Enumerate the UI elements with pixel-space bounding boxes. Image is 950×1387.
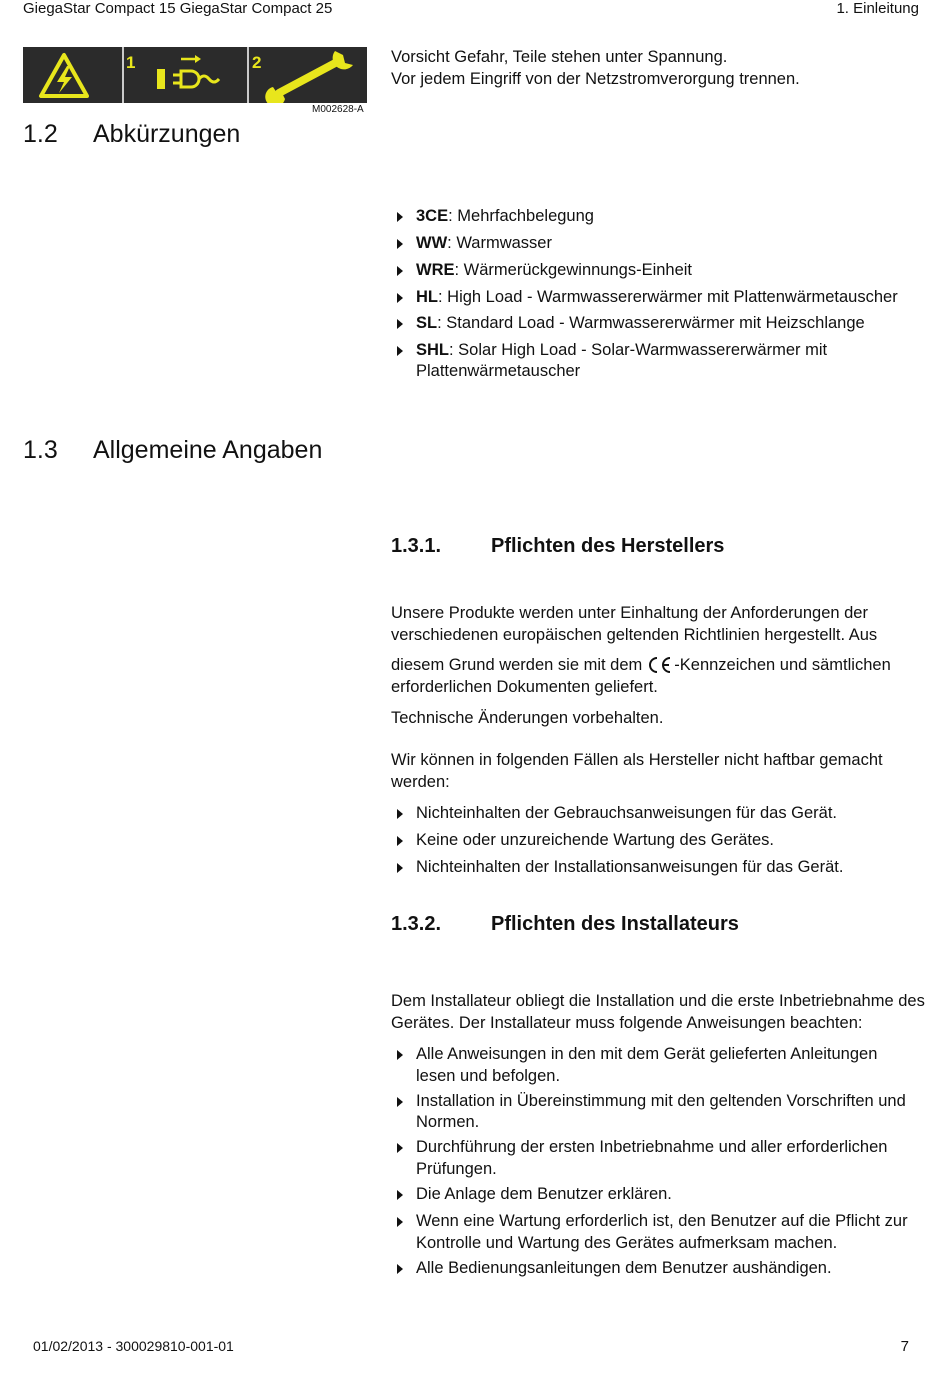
list-item bbox=[391, 287, 931, 309]
figure-code: M002628-A bbox=[312, 104, 364, 115]
abbr-definition: : Warmwasser bbox=[447, 234, 552, 252]
manufacturer-paragraph-2 bbox=[391, 655, 931, 698]
subsection-title: Pflichten des Installateurs bbox=[491, 913, 739, 935]
footer-doc-reference: 01/02/2013 - 300029810-001-01 bbox=[33, 1338, 234, 1354]
step-1-label: 1 bbox=[126, 53, 136, 72]
bullet-arrow-icon bbox=[397, 1143, 403, 1153]
list-item-text: Die Anlage dem Benutzer erklären. bbox=[416, 1185, 672, 1203]
abbr-definition: : Mehrfachbelegung bbox=[448, 207, 594, 225]
abbr-term: WRE bbox=[416, 261, 455, 279]
list-item bbox=[391, 313, 931, 335]
installer-duties-list bbox=[391, 1044, 911, 1279]
warning-pictogram-graphic bbox=[23, 47, 367, 103]
high-voltage-icon bbox=[41, 55, 87, 96]
subsection-number: 1.3.2. bbox=[391, 913, 442, 935]
bullet-arrow-icon bbox=[397, 1050, 403, 1060]
list-item bbox=[391, 260, 931, 282]
subsection-title: Pflichten des Herstellers bbox=[491, 535, 725, 557]
warning-line-1: Vorsicht Gefahr, Teile stehen unter Spannung. bbox=[391, 48, 728, 66]
bullet-arrow-icon bbox=[397, 266, 403, 276]
bullet-arrow-icon bbox=[397, 1217, 403, 1227]
abbr-term: SHL bbox=[416, 340, 449, 359]
bullet-arrow-icon bbox=[397, 836, 403, 846]
running-header-title: GiegaStar Compact 15 GiegaStar Compact 25 bbox=[23, 0, 333, 17]
abbr-term: SL bbox=[416, 313, 438, 332]
list-item bbox=[391, 233, 931, 255]
abbr-definition: : High Load - Warmwassererwärmer mit Plattenwärmetauscher bbox=[438, 288, 898, 306]
subsection-number: 1.3.1. bbox=[391, 535, 442, 557]
bullet-arrow-icon bbox=[397, 346, 403, 356]
section-number: 1.3 bbox=[23, 436, 58, 464]
list-item bbox=[391, 830, 931, 852]
list-item bbox=[391, 1184, 911, 1206]
bullet-arrow-icon bbox=[397, 212, 403, 222]
step-2-label: 2 bbox=[252, 53, 262, 72]
list-item bbox=[391, 1137, 911, 1180]
wrench-icon bbox=[265, 51, 353, 103]
warning-text bbox=[391, 47, 931, 90]
list-item bbox=[391, 206, 931, 228]
liability-exclusions-list bbox=[391, 803, 931, 879]
page-number: 7 bbox=[900, 1338, 909, 1355]
paragraph-text: diesem Grund werden sie mit dem bbox=[391, 656, 643, 674]
section-title: Allgemeine Angaben bbox=[93, 436, 323, 464]
manufacturer-paragraph-4: Wir können in folgenden Fällen als Hersteller nicht haftbar gemacht werden: bbox=[391, 751, 883, 791]
list-item bbox=[391, 1091, 911, 1134]
manufacturer-paragraph-3: Technische Änderungen vorbehalten. bbox=[391, 709, 664, 727]
bullet-arrow-icon bbox=[397, 1097, 403, 1107]
list-item bbox=[391, 1044, 911, 1087]
abbreviations-list bbox=[391, 206, 931, 383]
warning-pictogram bbox=[23, 47, 367, 103]
warning-line-2: Vor jedem Eingriff von der Netzstromverorgung trennen. bbox=[391, 69, 800, 88]
list-item-text: Nichteinhalten der Gebrauchsanweisungen für das Gerät. bbox=[416, 804, 837, 822]
list-item-text: Installation in Übereinstimmung mit den geltenden Vorschriften und Normen. bbox=[416, 1091, 906, 1131]
list-item bbox=[391, 857, 931, 879]
bullet-arrow-icon bbox=[397, 809, 403, 819]
list-item-text: Wenn eine Wartung erforderlich ist, den Benutzer auf die Pflicht zur Kontrolle und Wartung des Gerätes aufmerksam machen. bbox=[416, 1212, 908, 1252]
abbr-definition: : Standard Load - Warmwassererwärmer mit Heizschlange bbox=[437, 313, 865, 332]
list-item-text: Durchführung der ersten Inbetriebnahme und aller erforderlichen Prüfungen. bbox=[416, 1138, 888, 1178]
bullet-arrow-icon bbox=[397, 1264, 403, 1274]
manufacturer-paragraph-1: Unsere Produkte werden unter Einhaltung der Anforderungen der verschiedenen europäischen geltenden Richtlinien hergestellt. Aus bbox=[391, 604, 878, 644]
list-item bbox=[391, 803, 931, 825]
list-item-text: Nichteinhalten der Installationsanweisungen für das Gerät. bbox=[416, 858, 844, 876]
section-title: Abkürzungen bbox=[93, 120, 241, 148]
bullet-arrow-icon bbox=[397, 1190, 403, 1200]
bullet-arrow-icon bbox=[397, 239, 403, 249]
abbr-term: HL bbox=[416, 288, 438, 306]
abbr-definition: : Wärmerückgewinnungs-Einheit bbox=[454, 261, 693, 279]
running-header-chapter: 1. Einleitung bbox=[836, 0, 919, 17]
section-number: 1.2 bbox=[23, 120, 58, 148]
ce-mark-icon bbox=[646, 656, 672, 674]
paragraph-text: -Kennzeichen und sämtlichen erforderlichen Dokumenten geliefert. bbox=[391, 656, 891, 696]
abbr-term: 3CE bbox=[416, 207, 449, 225]
list-item-text: Keine oder unzureichende Wartung des Gerätes. bbox=[416, 831, 775, 849]
list-item-text: Alle Anweisungen in den mit dem Gerät gelieferten Anleitungen lesen und befolgen. bbox=[416, 1045, 878, 1085]
list-item-text: Alle Bedienungsanleitungen dem Benutzer aushändigen. bbox=[416, 1258, 832, 1277]
bullet-arrow-icon bbox=[397, 863, 403, 873]
list-item bbox=[391, 1211, 911, 1254]
unplug-icon bbox=[157, 55, 219, 89]
list-item bbox=[391, 340, 931, 383]
bullet-arrow-icon bbox=[397, 293, 403, 303]
abbr-term: WW bbox=[416, 234, 448, 252]
bullet-arrow-icon bbox=[397, 319, 403, 329]
installer-paragraph-1: Dem Installateur obliegt die Installation und die erste Inbetriebnahme des Gerätes. Der Installateur muss folgende Anweisungen beachten: bbox=[391, 992, 925, 1032]
list-item bbox=[391, 1258, 911, 1280]
abbr-definition: : Solar High Load - Solar-Warmwassererwärmer mit Plattenwärmetauscher bbox=[416, 340, 828, 380]
